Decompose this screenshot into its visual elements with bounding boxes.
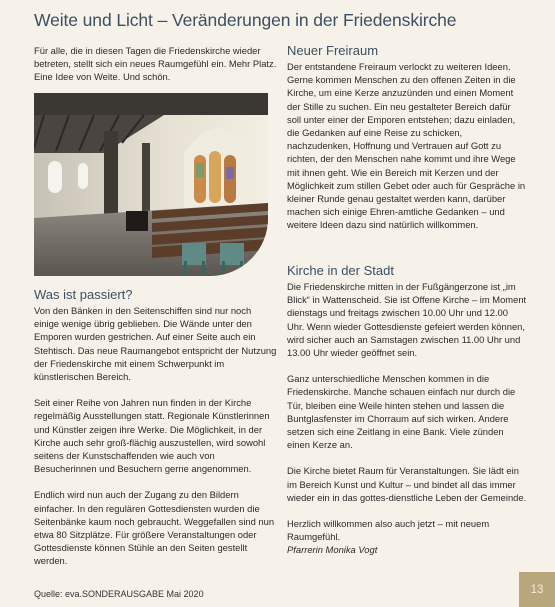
- section-kirche-in-der-stadt: [287, 263, 527, 557]
- section-heading: Neuer Freiraum: [287, 43, 379, 58]
- paragraph: Seit einer Reihe von Jahren nun finden in der Kirche regelmäßig Ausstellungen statt. Regionale Künstlerinnen und Künstler zeigen ihre Werke. Die Möglichkeit, in der Kirche auch sehr groß-flächig auszustellen, wird sowohl seitens der Kunstschaffenden wie auch von Besucherinnen und Besuchern gerne angenommen.: [34, 397, 270, 475]
- paragraph: Die Friedenskirche mitten in der Fußgängerzone ist „im Blick“ in Wattenscheid. Sie ist Offene Kirche – im Moment dienstags und freitags zwischen 10.00 Uhr und 12.00 Uhr. Wenn wieder Gottesdienste gefeiert werden können, wird sicher auch an Samstagen zwischen 11.00 Uhr und 13.00 Uhr wieder geöffnet sein.: [287, 281, 527, 359]
- page-number: 13: [519, 572, 555, 607]
- intro-text: [34, 44, 277, 97]
- paragraph: Die Kirche bietet Raum für Veranstaltungen. Sie lädt ein im Bereich Kunst und Kultur – und bindet all das immer wieder ein in das gottes-dienstliche Leben der Gemeinde.: [287, 465, 527, 503]
- church-interior-illustration: [34, 93, 268, 276]
- section-heading: Kirche in der Stadt: [287, 263, 394, 278]
- paragraph: Herzlich willkommen also auch jetzt – mit neuem Raumgefühl.: [287, 518, 490, 543]
- paragraph: Von den Bänken in den Seitenschiffen sind nur noch einige wenige übrig geblieben. Die Wände unter den Emporen wurden gestrichen. Auf einer Seite auch ein Stehtisch. Das neue Raumangebot entspricht der Nutzung der Friedenskirche mit einem Schwerpunkt im künstlerischen Bereich.: [34, 305, 277, 383]
- paragraph: Endlich wird nun auch der Zugang zu den Bildern einfacher. In den regulären Gottesdiensten wurden die Seitenbänke kaum noch gebraucht. Weggefallen sind nun etwa 80 Sitzplätze. Für größere Veranstaltungen oder Gottesdienste können Stühle an den Seiten gestellt werden.: [34, 489, 275, 567]
- section-neuer-freiraum: [287, 43, 527, 245]
- intro-paragraph: Für alle, die in diesen Tagen die Friedenskirche wieder betreten, stellt sich ein neues Raumgefühl ein. Mehr Platz. Eine Idee von Weite. Und schön.: [34, 45, 277, 83]
- source-caption: Quelle: eva.SONDERAUSGABE Mai 2020: [34, 589, 204, 599]
- signature: Pfarrerin Monika Vogt: [287, 544, 378, 556]
- paragraph: Ganz unterschiedliche Menschen kommen in die Friedenskirche. Manche schauen einfach nur durch die Tür, bleiben eine Weile hinten stehen und lassen die Buntglasfenster im Chorraum auf sich wirken. Andere setzen sich eine Zeitlang in eine Bank. Viele zünden einen Kerze an.: [287, 373, 516, 451]
- church-interior-photo: [34, 93, 268, 276]
- section-heading: Was ist passiert?: [34, 287, 133, 302]
- section-was-ist-passiert: [34, 287, 277, 581]
- paragraph: Der entstandene Freiraum verlockt zu weiteren Ideen. Gerne kommen Menschen zu den offenen Zeiten in die Kirche, um eine Kerze anzuzünden und einen Moment der Stille zu suchen. Ein neu gestalteter Bereich dafür soll unter einer der Emporen entstehen; dazu einladen, die Gedanken auf eine Reise zu schicken, nachzudenken, Hoffnung und Vertrauen auf Gott zu richten, der den Menschen nahe kommt und ihre Wege mit ihnen geht. Wie ein Bereich mit Kerzen und der Möglichkeit zum stillen Gebet oder auch für Gespräche in kleiner Runde genau gestaltet werden kann, darüber machen sich einige Ehren-amtliche Gedanken – und weitere Ideen dazu sind natürlich willkommen.: [287, 61, 526, 231]
- page-title: Weite und Licht – Veränderungen in der Friedenskirche: [34, 10, 457, 30]
